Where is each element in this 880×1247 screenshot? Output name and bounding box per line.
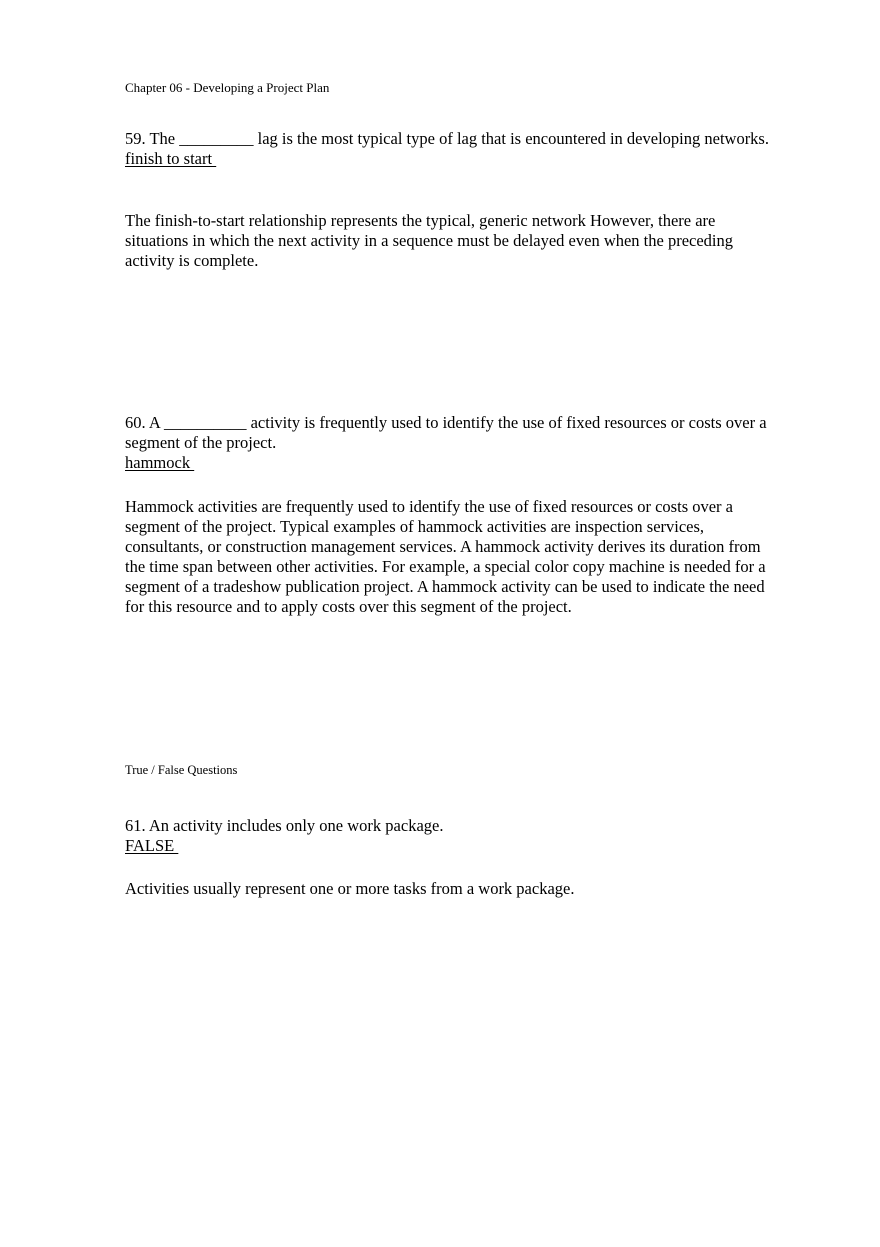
question-60-explanation: Hammock activities are frequently used to identify the use of fixed resources or costs over a segment of the project. Typical examples of hammock activities are inspection services, consultants, or construction management services. A hammock activity derives its duration from the time span between other activities. For example, a special color copy machine is needed for a segment of a tradeshow publication project. A hammock activity can be used to indicate the need for this resource and to apply costs over this segment of the project.: [125, 497, 766, 616]
question-59-explanation: The finish-to-start relationship represents the typical, generic network However, there are situations in which the next activity in a sequence must be delayed even when the preceding activity is complete.: [125, 211, 734, 270]
question-61-explanation-block: [125, 879, 770, 899]
question-61-text: 61. An activity includes only one work package.: [125, 816, 444, 835]
question-59-text: 59. The _________ lag is the most typical type of lag that is encountered in developing networks.: [125, 129, 769, 148]
question-60-explanation-block: [125, 497, 770, 617]
question-61-explanation: Activities usually represent one or more tasks from a work package.: [125, 879, 575, 898]
question-60: [125, 413, 770, 473]
question-61: [125, 816, 770, 856]
question-59: [125, 129, 770, 169]
question-60-answer: hammock: [125, 453, 195, 472]
question-59-explanation-block: [125, 211, 770, 271]
question-61-answer: FALSE: [125, 836, 179, 855]
question-60-text: 60. A __________ activity is frequently used to identify the use of fixed resources or costs over a segment of the project.: [125, 413, 767, 452]
chapter-header: Chapter 06 - Developing a Project Plan: [125, 80, 330, 95]
question-59-answer: finish to start: [125, 149, 217, 168]
true-false-section-label: True / False Questions: [125, 763, 238, 777]
